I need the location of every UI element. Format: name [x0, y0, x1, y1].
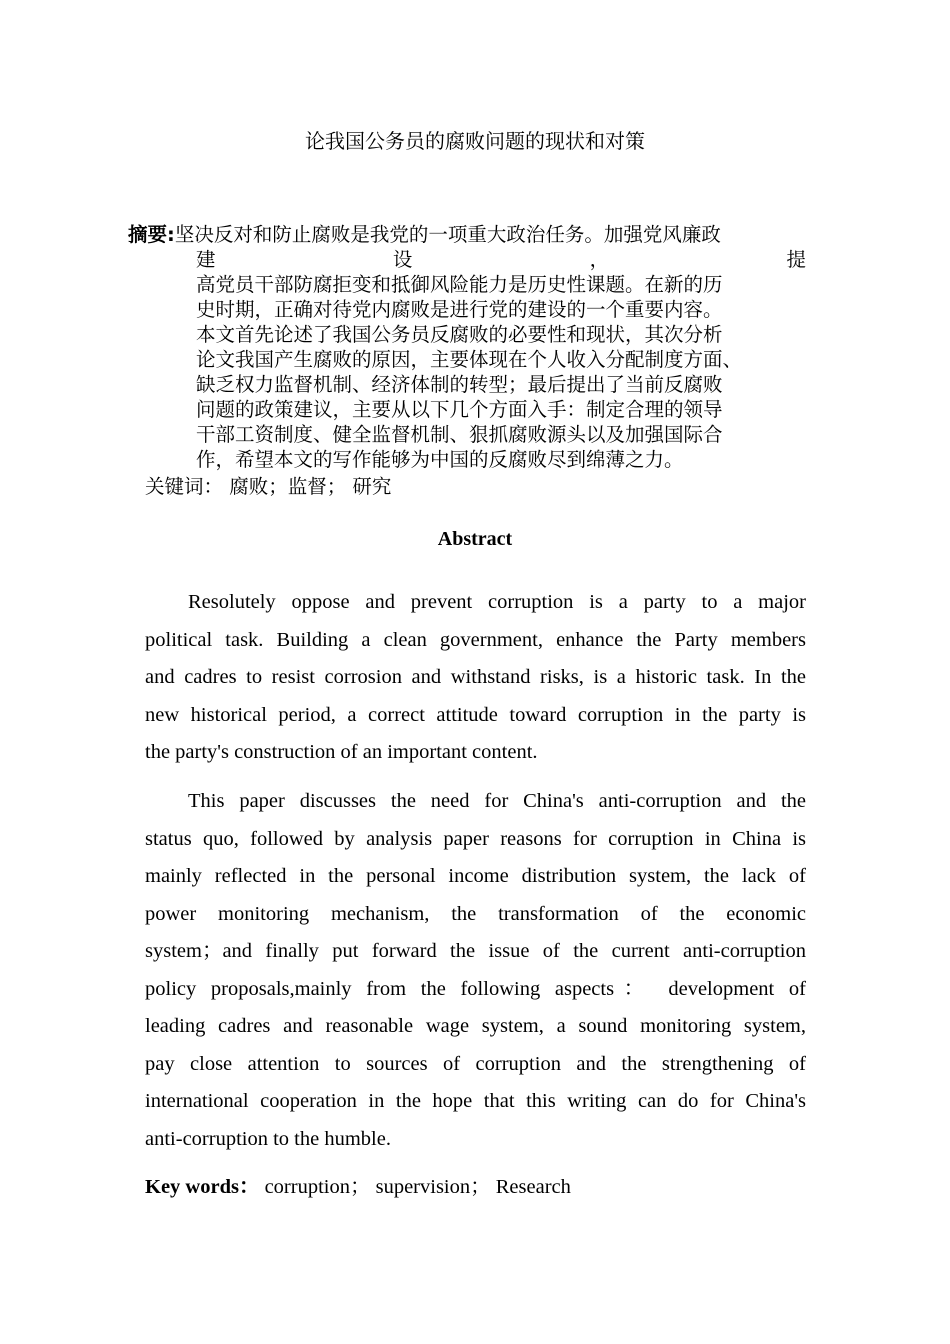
spread-char: ， [589, 248, 610, 271]
abstract-label: 摘要: [128, 223, 175, 246]
paragraph-line: mainly reflected in the personal income distribution system, the lack of [145, 865, 806, 887]
paragraph-line: policy proposals,mainly from the following aspects： development of [145, 977, 806, 1000]
abstract-line: 干部工资制度、健全监督机制、狠抓腐败源头以及加强国际合 [196, 423, 723, 446]
abstract-line: 本文首先论述了我国公务员反腐败的必要性和现状，其次分析 [196, 323, 723, 346]
abstract-line: 史时期，正确对待党内腐败是进行党的建设的一个重要内容。 [196, 298, 723, 321]
paragraph-line: new historical period, a correct attitude toward corruption in the party is [145, 703, 806, 726]
chinese-abstract [128, 222, 828, 247]
paragraph-line: political task. Building a clean government, enhance the Party members [145, 628, 806, 651]
paragraph-line: international cooperation in the hope that this writing can do for China's [145, 1090, 806, 1112]
spread-char: 提 [786, 248, 806, 271]
abstract-first-line: 坚决反对和防止腐败是我党的一项重大政治任务。加强党风廉政 [174, 223, 721, 246]
keywords-label: Key words： [145, 1176, 260, 1198]
chinese-abstract-body [196, 247, 806, 472]
spread-char: 建 [196, 248, 216, 271]
chinese-keywords [145, 474, 391, 499]
paragraph-line: system；and finally put forward the issue of the current anti-corruption [145, 940, 806, 962]
english-abstract-paragraph-1 [145, 584, 806, 772]
keywords-value: 腐败；监督； 研究 [229, 475, 392, 498]
abstract-line: 问题的政策建议，主要从以下几个方面入手：制定合理的领导 [196, 398, 723, 421]
paragraph-line: status quo, followed by analysis paper reasons for corruption in China is [145, 827, 806, 850]
abstract-spread-line [196, 247, 806, 272]
paragraph-line: the party's construction of an important content. [145, 741, 538, 763]
english-abstract-title: Abstract [437, 528, 513, 550]
abstract-line: 作，希望本文的写作能够为中国的反腐败尽到绵薄之力。 [196, 448, 684, 471]
english-abstract-paragraph-2 [145, 783, 806, 1158]
paragraph-line: pay close attention to sources of corruption and the strengthening of [145, 1052, 806, 1075]
english-keywords [145, 1172, 571, 1202]
paragraph-line: and cadres to resist corrosion and withstand risks, is a historic task. In the [145, 666, 806, 688]
abstract-line: 高党员干部防腐拒变和抵御风险能力是历史性课题。在新的历 [196, 273, 723, 296]
paragraph-line: Resolutely oppose and prevent corruption is a party to a major [188, 591, 806, 613]
abstract-line: 论文我国产生腐败的原因，主要体现在个人收入分配制度方面、 [196, 348, 743, 371]
spread-char: 设 [392, 248, 413, 271]
paper-title: 论我国公务员的腐败问题的现状和对策 [305, 129, 645, 153]
abstract-line: 缺乏权力监督机制、经济体制的转型；最后提出了当前反腐败 [196, 373, 723, 396]
paragraph-line: This paper discusses the need for China's anti-corruption and the [188, 790, 806, 812]
paragraph-line: power monitoring mechanism, the transformation of the economic [145, 902, 806, 925]
paragraph-line: anti-corruption to the humble. [145, 1127, 391, 1150]
keywords-value: corruption； supervision； Research [264, 1176, 571, 1198]
keywords-label: 关键词： [145, 475, 224, 498]
paragraph-line: leading cadres and reasonable wage system, a sound monitoring system, [145, 1015, 806, 1037]
